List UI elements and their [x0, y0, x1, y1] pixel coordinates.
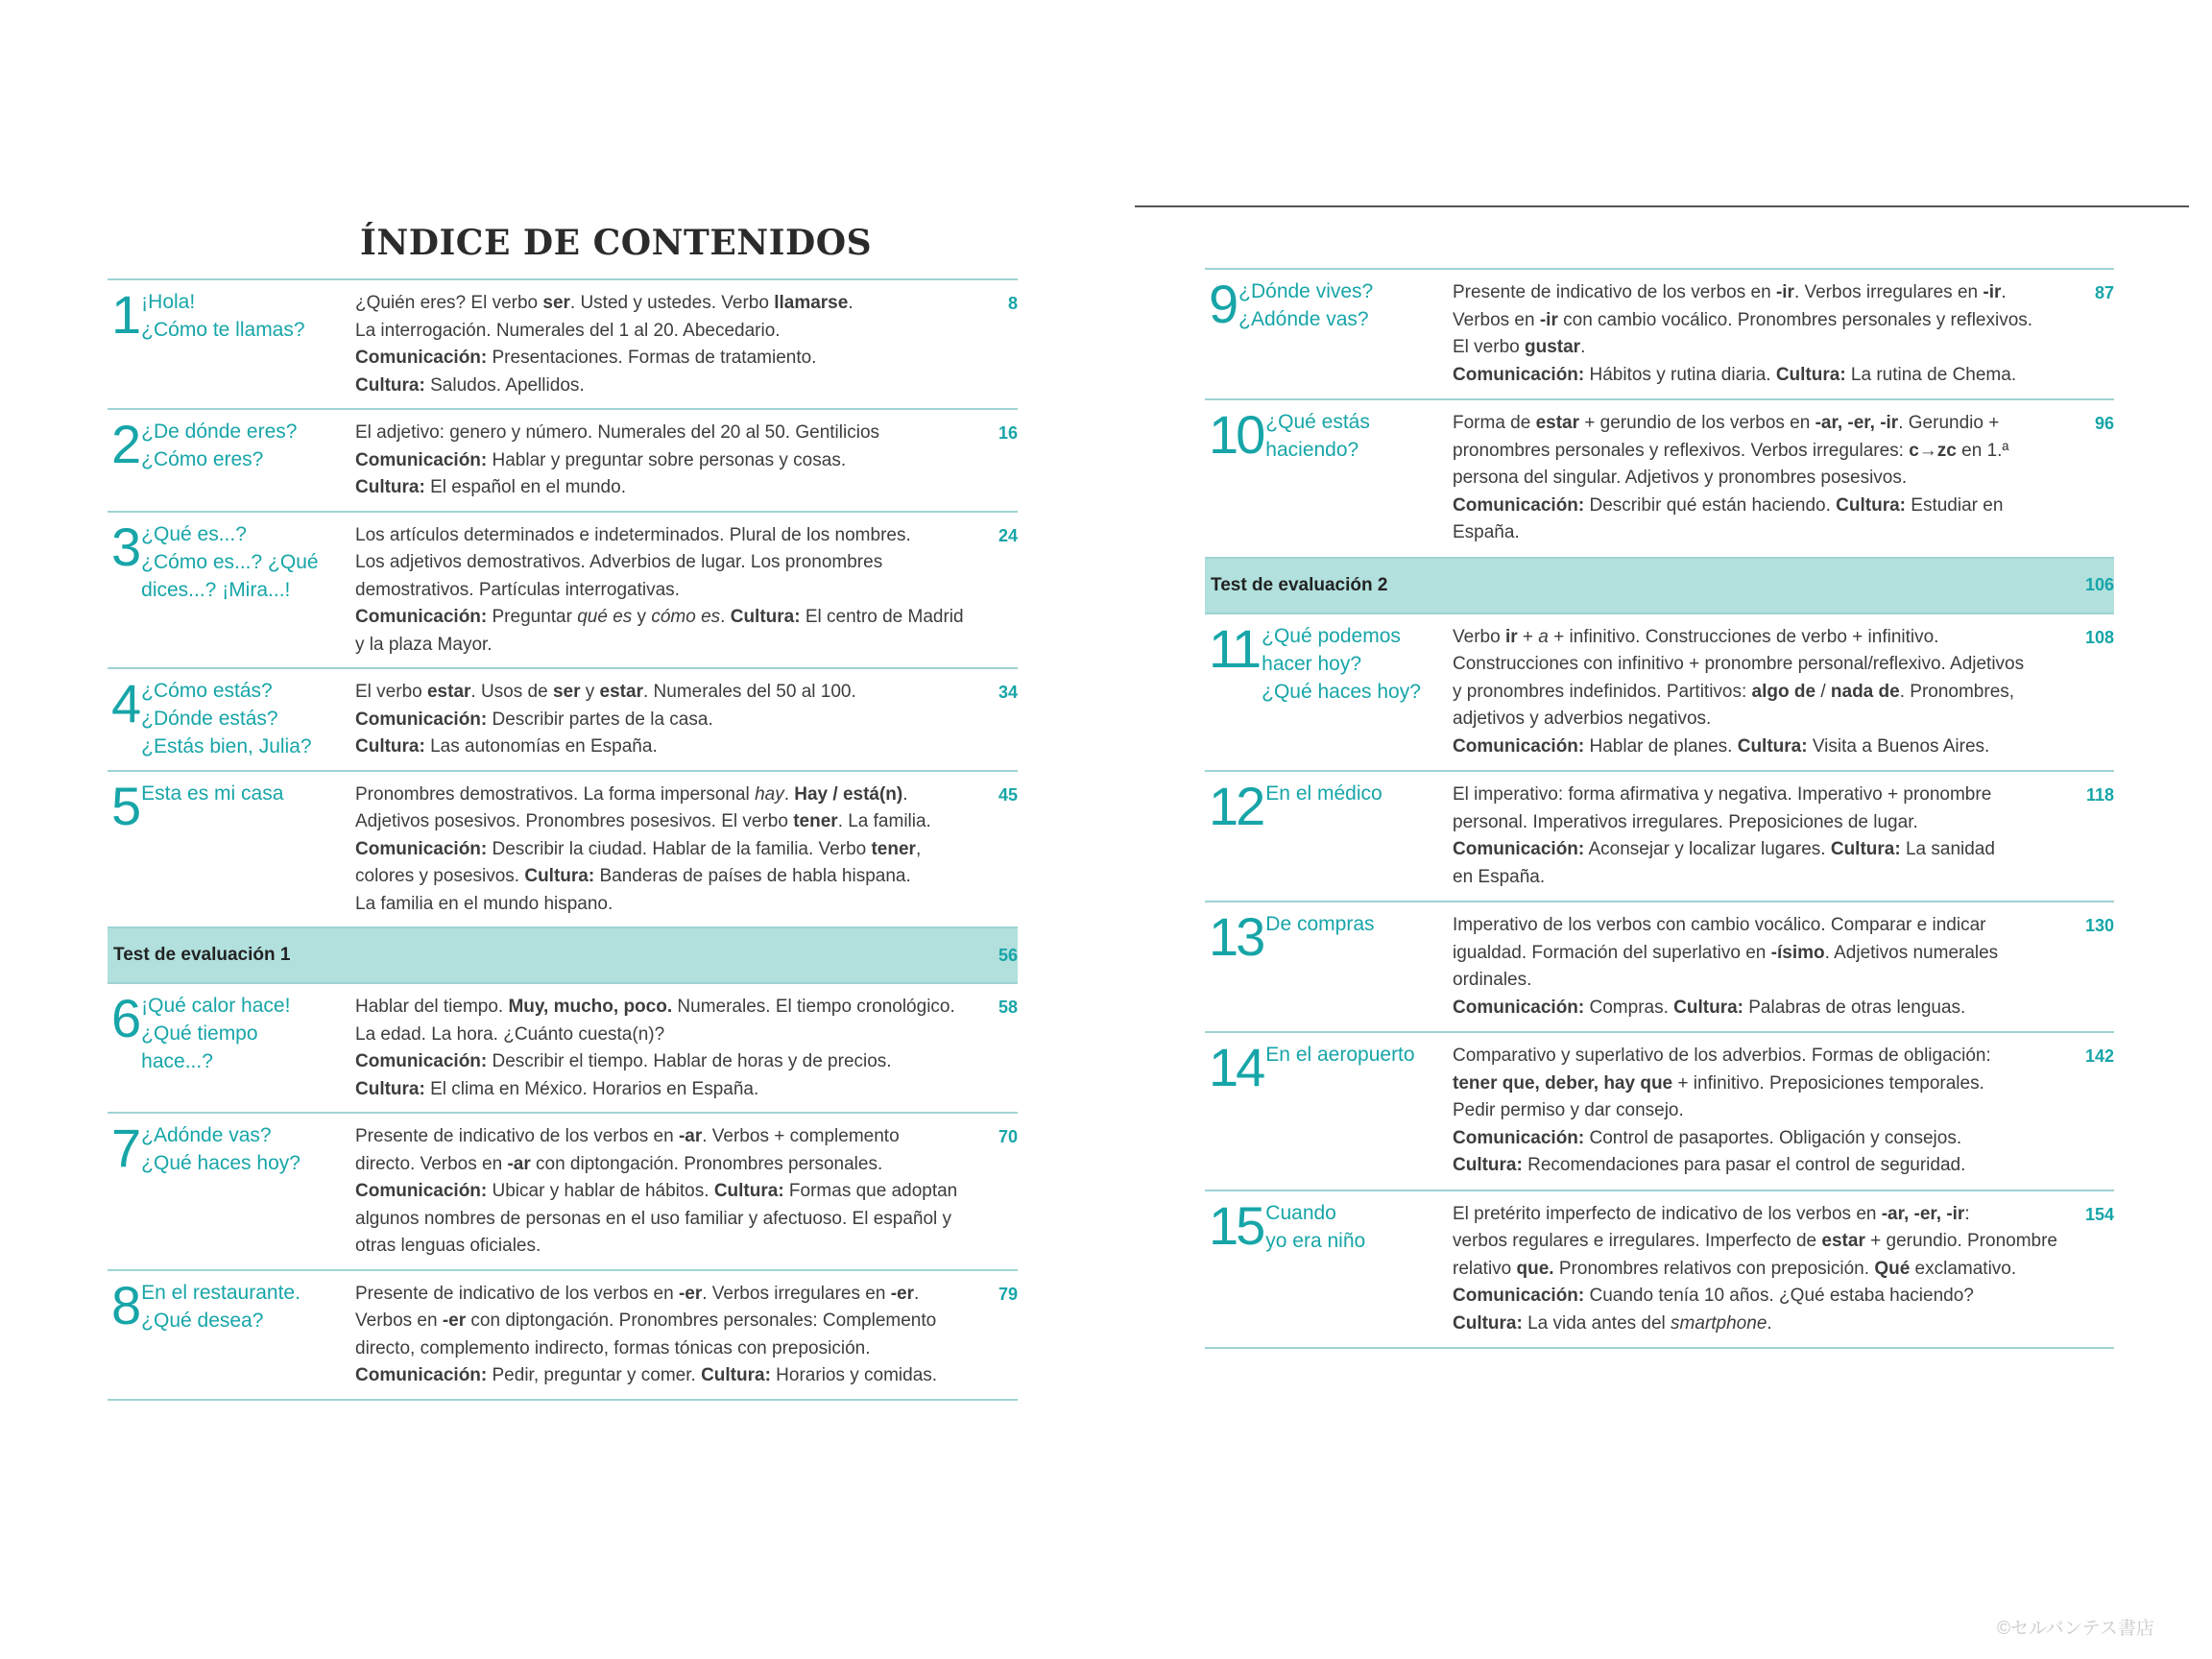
unit-contents — [1453, 1043, 2060, 1180]
unit-contents-line: verbos regulares e irregulares. Imperfecto de estar + gerundio. Pronombre — [1453, 1231, 2057, 1251]
unit-title-line: Cuando — [1265, 1201, 1336, 1224]
unit-contents-line: Cultura: El clima en México. Horarios en España. — [355, 1078, 759, 1099]
unit-contents-line: Forma de estar + gerundio de los verbos en -ar, -er, -ir. Gerundio + — [1453, 413, 2000, 433]
unit-contents — [355, 994, 964, 1103]
unit-row[interactable] — [108, 984, 1018, 1114]
unit-number: 8 — [111, 1274, 139, 1335]
unit-heading — [108, 1118, 355, 1261]
unit-number: 11 — [1209, 617, 1260, 679]
page-number: 8 — [1007, 294, 1018, 313]
unit-title — [1265, 408, 1370, 464]
unit-contents-line: Comunicación: Control de pasaportes. Obligación y consejos. — [1453, 1127, 1962, 1148]
page-number: 56 — [998, 945, 1018, 965]
page-number: 24 — [998, 525, 1018, 545]
unit-row[interactable] — [108, 1114, 1018, 1271]
unit-contents-line: Cultura: Las autonomías en España. — [355, 736, 658, 757]
unit-title-line: ¿Qué estás — [1265, 411, 1370, 433]
unit-row[interactable] — [108, 410, 1018, 513]
unit-contents-line: y pronombres indefinidos. Partitivos: algo de / nada de. Pronombres, — [1453, 681, 2015, 702]
unit-contents-line: en España. — [1453, 866, 1546, 887]
unit-contents-line: El verbo estar. Usos de ser y estar. Numerales del 50 al 100. — [355, 682, 856, 702]
unit-contents-line: Presente de indicativo de los verbos en -er. Verbos irregulares en -er. — [355, 1283, 920, 1304]
unit-contents-line: relativo que. Pronombres relativos con preposición. Qué exclamativo. — [1453, 1258, 2017, 1279]
unit-number: 5 — [111, 775, 139, 836]
unit-contents-line: Los artículos determinados e indeterminados. Plural de los nombres. — [355, 524, 911, 545]
page-number: 79 — [998, 1284, 1018, 1304]
page-number: 96 — [2094, 414, 2114, 433]
unit-contents-line: Verbos en -ir con cambio vocálico. Pronombres personales y reflexivos. — [1453, 309, 2033, 330]
unit-title-line: ¿Qué haces hoy? — [141, 1152, 301, 1174]
unit-contents-line: y la plaza Mayor. — [355, 634, 493, 655]
unit-contents — [355, 1123, 964, 1261]
unit-title-line: dices...? ¡Mira...! — [141, 578, 291, 601]
unit-contents-line: Cultura: Recomendaciones para pasar el control de seguridad. — [1453, 1155, 1966, 1175]
unit-contents-line: Verbos en -er con diptongación. Pronombres personales: Complemento — [355, 1310, 937, 1331]
unit-contents-line: Construcciones con infinitivo + pronombre personal/reflexivo. Adjetivos — [1453, 654, 2025, 674]
unit-title-line: ¿Qué haces hoy? — [1262, 680, 1421, 703]
unit-title-line: ¿Adónde vas? — [1238, 308, 1369, 330]
unit-title-line: ¿Qué desea? — [141, 1309, 264, 1332]
unit-contents-line: Hablar del tiempo. Muy, mucho, poco. Numerales. El tiempo cronológico. — [355, 997, 955, 1017]
unit-contents-line: ¿Quién eres? El verbo ser. Usted y ustedes. Verbo llamarse. — [355, 293, 854, 313]
unit-contents-line: Comunicación: Hablar de planes. Cultura: Visita a Buenos Aires. — [1453, 735, 1990, 757]
unit-number: 3 — [111, 516, 139, 577]
unit-title — [1265, 910, 1374, 938]
unit-title-line: En el aeropuerto — [1265, 1044, 1415, 1066]
unit-title-line: En el restaurante. — [141, 1281, 301, 1304]
unit-title-line: hace...? — [141, 1050, 213, 1072]
unit-title-line: ¿De dónde eres? — [141, 421, 298, 443]
test-row[interactable] — [1205, 559, 2114, 614]
unit-title — [1265, 1041, 1414, 1069]
unit-title — [141, 677, 311, 760]
unit-row[interactable] — [108, 669, 1018, 772]
unit-row[interactable] — [1205, 400, 2114, 559]
unit-title-line: ¿Qué podemos — [1262, 624, 1401, 647]
unit-row[interactable] — [108, 772, 1018, 929]
copyright-notice: ©セルバンテス書店 — [1997, 1619, 2154, 1639]
unit-heading — [108, 414, 355, 502]
unit-title-line: hacer hoy? — [1262, 652, 1362, 675]
unit-number: 9 — [1209, 274, 1237, 334]
unit-row[interactable] — [1205, 614, 2114, 773]
page-number: 130 — [2084, 916, 2114, 935]
unit-title-line: ¿Cómo es...? ¿Qué — [141, 550, 319, 573]
unit-contents-line: Comunicación: Aconsejar y localizar lugares. Cultura: La sanidad — [1453, 839, 1995, 859]
toc-left-column — [108, 278, 1018, 1401]
unit-contents — [355, 420, 964, 502]
unit-contents-line: Comunicación: Describir la ciudad. Hablar de la familia. Verbo tener, — [355, 838, 922, 859]
unit-title-line: ¿Qué tiempo — [141, 1022, 258, 1045]
test-label: Test de evaluación 2 — [1211, 574, 1388, 595]
unit-contents — [355, 290, 964, 399]
unit-contents-line: tener que, deber, hay que + infinitivo. Preposiciones temporales. — [1453, 1072, 1984, 1094]
unit-number: 14 — [1209, 1037, 1263, 1097]
unit-contents-line: directo. Verbos en -ar con diptongación. Pronombres personales. — [355, 1153, 883, 1174]
unit-row[interactable] — [1205, 1191, 2114, 1350]
unit-title-line: ¿Dónde vives? — [1238, 280, 1374, 302]
unit-contents-line: Presente de indicativo de los verbos en -ir. Verbos irregulares en -ir. — [1453, 282, 2007, 302]
unit-contents — [355, 522, 964, 660]
unit-number: 12 — [1209, 776, 1263, 836]
page-number: 58 — [998, 998, 1018, 1017]
top-rule — [1135, 205, 2189, 207]
unit-contents-line: Verbo ir + a + infinitivo. Construcciones de verbo + infinitivo. — [1453, 626, 1939, 647]
unit-contents-line: directo, complemento indirecto, formas tónicas con preposición. — [355, 1337, 871, 1358]
unit-title-line: De compras — [1265, 913, 1375, 935]
unit-contents-line: pronombres personales y reflexivos. Verbos irregulares: c→zc en 1.ª — [1453, 440, 2009, 461]
page-number: 108 — [2084, 627, 2114, 647]
unit-contents-line: Comunicación: Describir qué están haciendo. Cultura: Estudiar en España. — [1453, 494, 2004, 542]
unit-heading — [1205, 1037, 1453, 1180]
unit-contents-line: otras lenguas oficiales. — [355, 1236, 541, 1256]
unit-heading — [108, 516, 355, 660]
unit-contents — [1453, 781, 2060, 891]
unit-contents-line: personal. Imperativos irregulares. Preposiciones de lugar. — [1453, 811, 1918, 832]
test-row[interactable] — [108, 928, 1018, 984]
unit-contents — [355, 679, 964, 761]
unit-contents-line: Comunicación: Ubicar y hablar de hábitos. Cultura: Formas que adoptan — [355, 1181, 958, 1201]
unit-contents — [355, 781, 964, 919]
unit-contents-line: Pedir permiso y dar consejo. — [1453, 1100, 1684, 1120]
unit-title-line: ¿Adónde vas? — [141, 1124, 272, 1146]
unit-contents-line: Comunicación: Describir el tiempo. Hablar de horas y de precios. — [355, 1051, 892, 1071]
unit-contents-line: La familia en el mundo hispano. — [355, 893, 613, 914]
unit-heading — [1205, 617, 1453, 761]
unit-title-line: ¿Cómo eres? — [141, 448, 264, 470]
unit-contents-line: Comunicación: Presentaciones. Formas de tratamiento. — [355, 348, 817, 368]
unit-title — [1238, 277, 1373, 333]
unit-contents-line: algunos nombres de personas en el uso familiar y afectuoso. El español y — [355, 1208, 952, 1229]
unit-heading — [108, 988, 355, 1103]
unit-number: 15 — [1209, 1194, 1263, 1256]
unit-row[interactable] — [108, 280, 1018, 410]
unit-contents — [1453, 279, 2060, 389]
unit-contents-line: El pretérito imperfecto de indicativo de los verbos en -ar, -er, -ir: — [1453, 1203, 1970, 1224]
unit-contents-line: colores y posesivos. Cultura: Banderas de países de habla hispana. — [355, 866, 911, 886]
unit-title — [141, 520, 318, 604]
unit-contents-line: Cultura: El español en el mundo. — [355, 477, 626, 497]
unit-contents-line: El imperativo: forma afirmativa y negativa. Imperativo + pronombre — [1453, 784, 1992, 805]
unit-number: 4 — [111, 673, 139, 733]
unit-title-line: ¿Cómo te llamas? — [141, 319, 305, 341]
unit-title — [1265, 780, 1382, 807]
unit-contents-line: Comunicación: Preguntar qué es y cómo es. Cultura: El centro de Madrid — [355, 607, 964, 627]
unit-row[interactable] — [1205, 902, 2114, 1033]
unit-heading — [108, 284, 355, 399]
unit-contents-line: Comunicación: Hablar y preguntar sobre personas y cosas. — [355, 449, 847, 470]
unit-title-line: ¿Estás bien, Julia? — [141, 735, 312, 757]
unit-number: 6 — [111, 988, 139, 1048]
unit-number: 13 — [1209, 906, 1263, 967]
unit-title-line: haciendo? — [1265, 439, 1359, 461]
unit-contents-line: La edad. La hora. ¿Cuánto cuesta(n)? — [355, 1023, 665, 1045]
unit-title-line: Esta es mi casa — [141, 781, 284, 805]
unit-title — [141, 418, 297, 473]
unit-heading — [108, 775, 355, 919]
unit-contents-line: Comunicación: Cuando tenía 10 años. ¿Qué estaba haciendo? — [1453, 1286, 1974, 1306]
unit-title-line: yo era niño — [1265, 1229, 1366, 1252]
unit-title-line: En el médico — [1265, 782, 1382, 805]
unit-number: 2 — [111, 414, 139, 474]
unit-contents — [1453, 624, 2060, 761]
unit-contents-line: Comunicación: Pedir, preguntar y comer. Cultura: Horarios y comidas. — [355, 1365, 938, 1385]
page-number: 118 — [2085, 785, 2114, 805]
unit-heading — [1205, 776, 1453, 891]
unit-title — [141, 1121, 301, 1177]
unit-heading — [108, 1274, 355, 1390]
unit-number: 7 — [111, 1118, 139, 1178]
unit-contents-line: Comunicación: Hábitos y rutina diaria. Cultura: La rutina de Chema. — [1453, 364, 2017, 385]
unit-title — [141, 1279, 301, 1334]
page-number: 34 — [998, 683, 1018, 702]
unit-heading — [1205, 906, 1453, 1022]
unit-title — [1262, 622, 1421, 706]
page-number: 106 — [2084, 575, 2114, 594]
unit-contents-line: igualdad. Formación del superlativo en -ísimo. Adjetivos numerales — [1453, 942, 1999, 963]
unit-contents-line: Adjetivos posesivos. Pronombres posesivos. El verbo tener. La familia. — [355, 811, 931, 831]
unit-contents — [1453, 410, 2060, 547]
page-number: 142 — [2084, 1046, 2114, 1066]
unit-row[interactable] — [108, 513, 1018, 670]
unit-contents-line: Comunicación: Describir partes de la casa. — [355, 709, 713, 730]
unit-heading — [1205, 404, 1453, 547]
unit-title-line: ¿Cómo estás? — [141, 680, 273, 702]
unit-contents-line: La interrogación. Numerales del 1 al 20. Abecedario. — [355, 320, 781, 341]
page-number: 16 — [998, 423, 1018, 443]
unit-title-line: ¡Qué calor hace! — [141, 995, 291, 1017]
unit-title — [141, 288, 304, 344]
unit-contents-line: Comparativo y superlativo de los adverbios. Formas de obligación: — [1453, 1046, 1991, 1066]
unit-row[interactable] — [1205, 1033, 2114, 1191]
unit-title-line: ¿Qué es...? — [141, 522, 247, 545]
unit-title — [141, 992, 290, 1075]
page-number: 87 — [2094, 283, 2114, 302]
unit-contents-line: El verbo gustar. — [1453, 337, 1586, 357]
unit-row[interactable] — [1205, 772, 2114, 902]
toc-right-column — [1205, 268, 2114, 1349]
test-label: Test de evaluación 1 — [113, 945, 291, 965]
unit-number: 10 — [1209, 404, 1263, 465]
unit-contents-line: El adjetivo: genero y número. Numerales del 20 al 50. Gentilicios — [355, 422, 880, 443]
unit-title-line: ¿Dónde estás? — [141, 708, 278, 730]
page-number: 45 — [998, 784, 1018, 805]
unit-contents-line: Comunicación: Compras. Cultura: Palabras de otras lenguas. — [1453, 997, 1966, 1018]
unit-heading — [1205, 1194, 1453, 1338]
unit-contents-line: Cultura: Saludos. Apellidos. — [355, 374, 585, 396]
page-number: 154 — [2084, 1204, 2114, 1224]
unit-contents-line: Presente de indicativo de los verbos en -ar. Verbos + complemento — [355, 1126, 900, 1146]
unit-contents — [1453, 1201, 2060, 1338]
page-number: 70 — [998, 1127, 1018, 1146]
unit-contents-line: Cultura: La vida antes del smartphone. — [1453, 1312, 1772, 1334]
unit-row[interactable] — [1205, 270, 2114, 400]
unit-heading — [1205, 274, 1453, 389]
unit-heading — [108, 673, 355, 761]
unit-contents — [355, 1281, 964, 1390]
unit-contents-line: Pronombres demostrativos. La forma impersonal hay. Hay / está(n). — [355, 783, 908, 805]
unit-title-line: ¡Hola! — [141, 291, 196, 313]
unit-contents — [1453, 912, 2060, 1022]
page-title: ÍNDICE DE CONTENIDOS — [360, 223, 873, 263]
unit-contents-line: demostrativos. Partículas interrogativas. — [355, 579, 680, 600]
unit-row[interactable] — [108, 1271, 1018, 1401]
unit-contents-line: persona del singular. Adjetivos y pronombres posesivos. — [1453, 468, 1908, 488]
unit-contents-line: adjetivos y adverbios negativos. — [1453, 709, 1712, 729]
unit-title — [141, 780, 283, 807]
unit-contents-line: Imperativo de los verbos con cambio vocálico. Comparar e indicar — [1453, 915, 1986, 935]
unit-contents-line: ordinales. — [1453, 970, 1532, 990]
unit-contents-line: Los adjetivos demostrativos. Adverbios de lugar. Los pronombres — [355, 552, 883, 572]
unit-number: 1 — [111, 284, 139, 345]
unit-title — [1265, 1199, 1365, 1255]
